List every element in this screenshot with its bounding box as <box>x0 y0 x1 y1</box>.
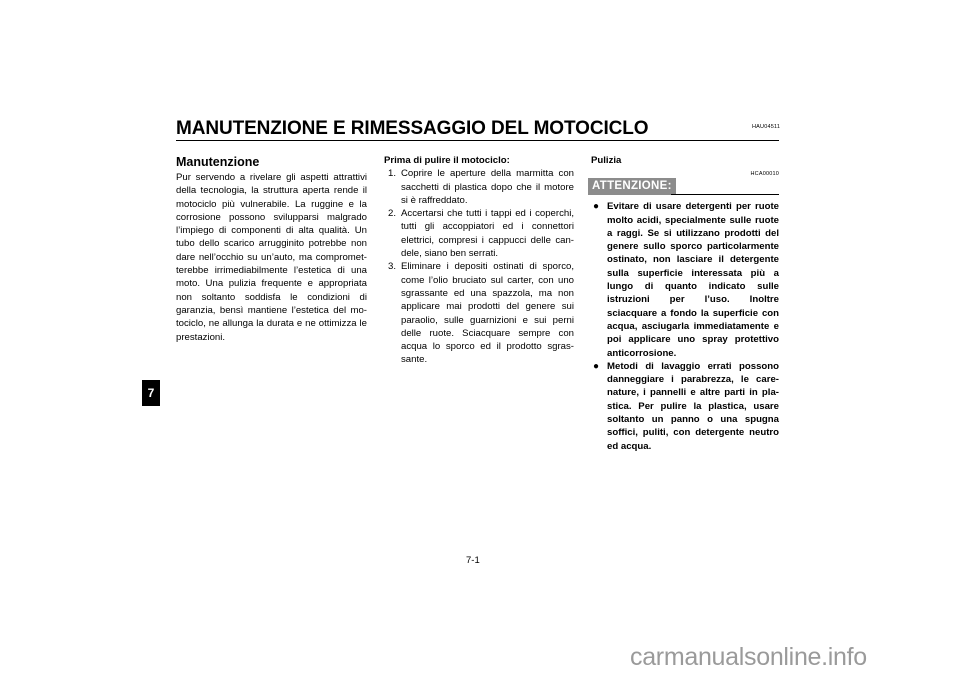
cleaning-heading: Pulizia <box>591 155 622 166</box>
maintenance-paragraph: Pur servendo a rivelare gli aspetti attrattivi della tecnologia, la struttura aperta rende il motociclo più vulnerabile. La ruggine e la corrosione possono svilupparsi malgrado l’impiego di componenti di alta qualità. Un tubo dello scarico arrugginito potrebbe non dare nell’occhio su un’auto, ma comprometterebbe irrimediabilmente l’estetica di una moto. Una pulizia frequente e appropriata non soltanto soddisfa le condizioni di garanzia, bensì mantiene l’estetica del motociclo, ne allunga la durata e ne ottimizza le prestazioni. <box>176 172 367 343</box>
chapter-tab: 7 <box>142 380 160 406</box>
maintenance-heading: Manutenzione <box>176 155 260 169</box>
before-cleaning-steps <box>384 167 574 366</box>
step-text: Coprire le aperture della marmitta con sacchetti di plastica dopo che il motore si è raffreddato. <box>401 168 574 206</box>
bullet-icon: ● <box>593 201 600 213</box>
list-item <box>591 200 779 360</box>
bullet-icon: ● <box>593 360 600 372</box>
caution-label: ATTENZIONE: <box>588 178 676 195</box>
section-code: HAU04511 <box>752 124 781 130</box>
step-text: Eliminare i depositi ostinati di sporco, come l’olio bruciato sul carter, con uno sgrassante ed una spazzola, ma non applicare mai prodotti del genere sui paraolio, sulle guarnizioni e sui perni delle ruote. Sciacquare sempre con acqua lo sporco ed il prodotto sgrassante. <box>401 261 574 366</box>
caution-code: HCA00010 <box>750 171 779 177</box>
before-cleaning-subheading: Prima di pulire il motociclo: <box>384 155 510 166</box>
column-cleaning <box>591 154 779 453</box>
step-text: Accertarsi che tutti i tappi ed i coperchi, tutti gli accoppiatori ed i connettori elettrici, compresi i cappucci delle candele, siano ben serrati. <box>401 208 574 260</box>
step-number: 1. <box>388 168 397 180</box>
list-item <box>591 360 779 453</box>
caution-header <box>591 178 779 195</box>
column-before-cleaning <box>384 154 574 367</box>
bullet-text: Evitare di usare detergenti per ruote molto acidi, specialmente sulle ruote a raggi. Se si utilizzano prodotti del genere sullo sporco particolarmente ostinato, non lasciare il detergente sulla superficie interessata più a lungo di quanto indicato sulle istruzioni per l’uso. Inoltre sciacquare a fondo la superficie con acqua, asciugarla immediatamente e poi applicare uno spray protettivo anticorrosione. <box>607 201 779 359</box>
page-title: MANUTENZIONE E RIMESSAGGIO DEL MOTOCICLO <box>176 118 649 139</box>
step-number: 3. <box>388 261 397 273</box>
list-item <box>384 260 574 366</box>
column-maintenance <box>176 154 367 344</box>
bullet-text: Metodi di lavaggio errati possono danneggiare i parabrezza, le carenature, i pannelli e altre parti in plastica. Per pulire la plastica, usare soltanto un panno o una spugna soffici, puliti, con detergente neutro ed acqua. <box>607 360 779 452</box>
caution-bullets <box>591 200 779 453</box>
page-number: 7-1 <box>466 555 480 566</box>
watermark: carmanualsonline.info <box>630 643 867 671</box>
list-item <box>384 207 574 260</box>
step-number: 2. <box>388 208 397 220</box>
caution-rule <box>671 194 779 195</box>
title-underline <box>176 140 779 141</box>
list-item <box>384 167 574 207</box>
